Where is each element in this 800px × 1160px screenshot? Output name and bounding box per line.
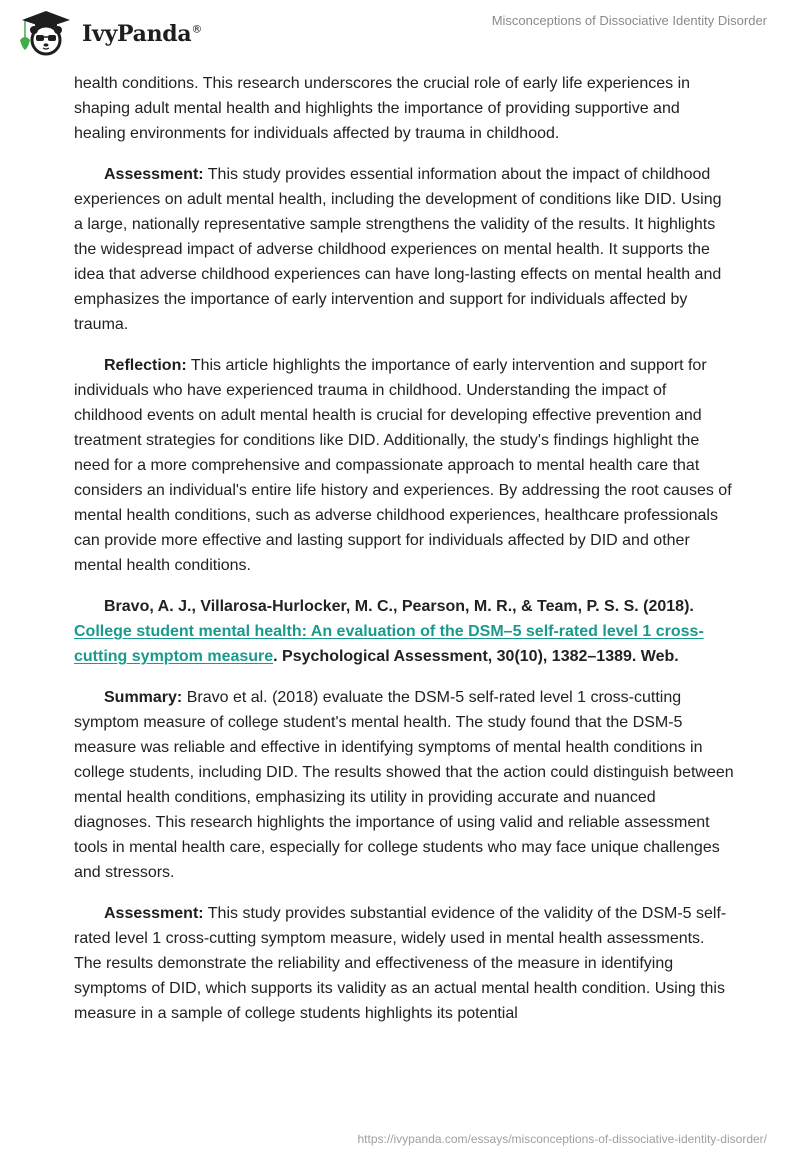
reference-citation	[74, 594, 734, 669]
paragraph-label: Assessment:	[104, 166, 204, 183]
citation-source: . Psychological Assessment, 30(10), 1382–1389. Web.	[273, 648, 679, 665]
paragraph-text: This study provides substantial evidence of the validity of the DSM-5 self-rated level 1 cross-cutting symptom measure, widely used in mental health assessments. The results demonstrate the reliability and effectiveness of the measure in identifying symptoms of DID, which supports its validity as an actual mental health condition. Using this measure in a sample of college students highlights its potential	[74, 905, 727, 1022]
page-header	[0, 0, 800, 60]
panda-graduate-icon	[16, 8, 76, 56]
paragraph-label: Reflection:	[104, 357, 187, 374]
registered-mark: ®	[191, 22, 203, 36]
paragraph-assessment-2	[74, 901, 734, 1026]
paragraph-text: Bravo et al. (2018) evaluate the DSM-5 self-rated level 1 cross-cutting symptom measure of college student's mental health. The study found that the DSM-5 measure was reliable and effective in identifying symptoms of mental health conditions in college students, including DID. The results showed that the action could distinguish between mental health conditions, emphasizing its utility in providing accurate and nuanced diagnoses. This research highlights the importance of using valid and reliable assessment tools in mental health care, especially for college students who may face unique challenges and stressors.	[74, 689, 734, 881]
document-body	[74, 71, 734, 1042]
paragraph-text: This article highlights the importance of early intervention and support for individuals who have experienced trauma in childhood. Understanding the impact of childhood events on adult mental health is crucial for developing effective prevention and treatment strategies for conditions like DID. Additionally, the study's findings highlight the need for a more comprehensive and compassionate approach to mental health care that considers an individual's entire life history and experiences. By addressing the root causes of mental health conditions, such as adverse childhood experiences, healthcare professionals can provide more effective and lasting support for individuals affected by DID and other mental health conditions.	[74, 357, 732, 574]
paragraph-reflection	[74, 353, 734, 578]
paragraph-summary	[74, 685, 734, 885]
citation-authors: Bravo, A. J., Villarosa-Hurlocker, M. C., Pearson, M. R., & Team, P. S. S. (2018).	[104, 598, 694, 615]
logo-wordmark: IvyPanda	[82, 21, 192, 47]
paragraph-text: This study provides essential information about the impact of childhood experiences on adult mental health, including the development of conditions like DID. Using a large, nationally representative sample strengthens the validity of the results. It highlights the widespread impact of adverse childhood experiences on mental health. It supports the idea that adverse childhood experiences can have long-lasting effects on mental health and emphasizes the importance of early intervention and support for individuals affected by trauma.	[74, 166, 722, 333]
logo-text	[82, 21, 202, 47]
paragraph-assessment-1	[74, 162, 734, 337]
paragraph-label: Assessment:	[104, 905, 204, 922]
footer-url[interactable]: https://ivypanda.com/essays/misconceptions-of-dissociative-identity-disorder/	[357, 1132, 767, 1146]
citation-link[interactable]: College student mental health: An evaluation of the DSM–5 self-rated level 1 cross-cutting symptom measure	[74, 623, 704, 665]
paragraph-continuation: health conditions. This research underscores the crucial role of early life experiences in shaping adult mental health and highlights the importance of providing supportive and healing environments for individuals affected by trauma in childhood.	[74, 75, 691, 142]
ivypanda-logo[interactable]	[16, 8, 202, 56]
document-title: Misconceptions of Dissociative Identity Disorder	[491, 13, 767, 28]
paragraph-label: Summary:	[104, 689, 183, 706]
